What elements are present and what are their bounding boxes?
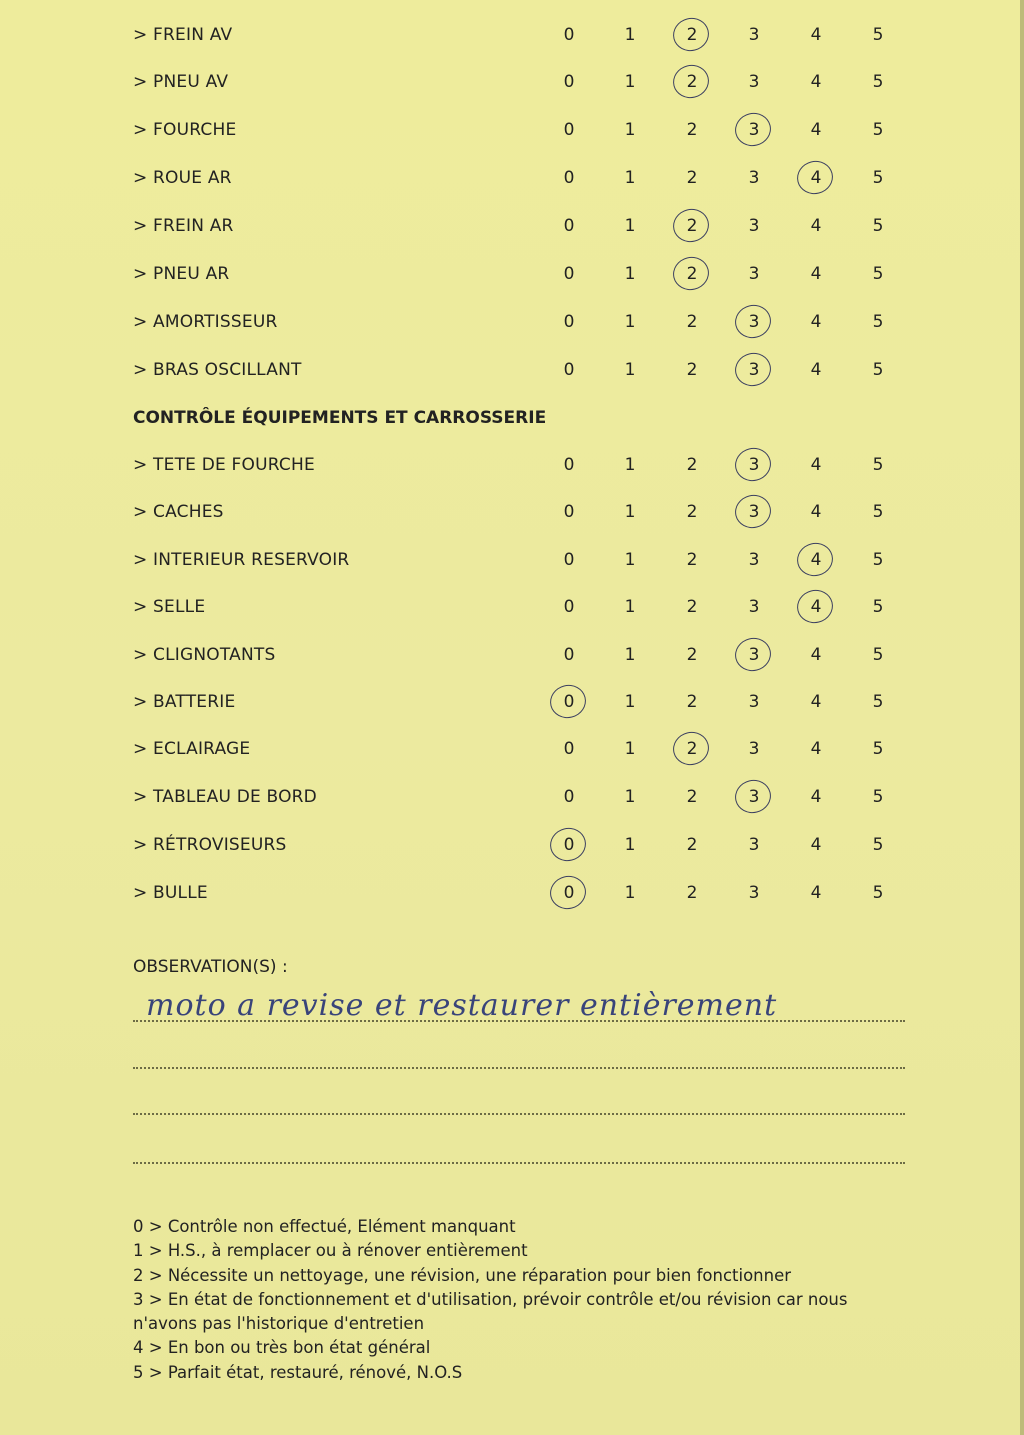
score-option[interactable]: 2 [686, 883, 698, 903]
score-option-selected[interactable]: 3 [739, 307, 769, 337]
score-option[interactable]: 4 [810, 739, 822, 759]
score-option[interactable]: 0 [563, 360, 575, 380]
observations-label: OBSERVATION(S) : [133, 957, 288, 977]
score-option[interactable]: 2 [686, 168, 698, 188]
score-option[interactable]: 1 [624, 360, 636, 380]
score-option[interactable]: 5 [872, 360, 884, 380]
observation-line-3[interactable] [133, 1113, 905, 1115]
checklist-row-label: > SELLE [133, 597, 206, 617]
section-title-equipment: CONTRÔLE ÉQUIPEMENTS ET CARROSSERIE [133, 408, 547, 428]
score-option[interactable]: 5 [872, 264, 884, 284]
score-option[interactable]: 1 [624, 787, 636, 807]
score-option[interactable]: 3 [748, 550, 760, 570]
checklist-row [0, 782, 1024, 812]
checklist-row [0, 497, 1024, 527]
checklist-row [0, 878, 1024, 908]
checklist-row-label: > FREIN AV [133, 25, 233, 45]
score-option[interactable]: 1 [624, 312, 636, 332]
checklist-row [0, 163, 1024, 193]
checklist-row [0, 355, 1024, 385]
score-option[interactable]: 2 [686, 787, 698, 807]
score-option[interactable]: 3 [748, 692, 760, 712]
checklist-row-label: > ROUE AR [133, 168, 232, 188]
score-option[interactable]: 0 [563, 739, 575, 759]
score-option[interactable]: 0 [563, 264, 575, 284]
checklist-row [0, 640, 1024, 670]
legend-item: 0 > Contrôle non effectué, Elément manquant [133, 1217, 516, 1236]
score-option[interactable]: 1 [624, 168, 636, 188]
score-option[interactable]: 1 [624, 25, 636, 45]
score-option[interactable]: 1 [624, 455, 636, 475]
checklist-row-label: > PNEU AV [133, 72, 229, 92]
score-option[interactable]: 1 [624, 120, 636, 140]
checklist-row-label: > BATTERIE [133, 692, 236, 712]
score-option[interactable]: 1 [624, 883, 636, 903]
checklist-row [0, 734, 1024, 764]
score-option[interactable]: 0 [563, 216, 575, 236]
score-option[interactable]: 1 [624, 692, 636, 712]
score-option[interactable]: 5 [872, 168, 884, 188]
score-option[interactable]: 2 [686, 645, 698, 665]
score-option[interactable]: 5 [872, 692, 884, 712]
score-option[interactable]: 4 [810, 312, 822, 332]
score-option[interactable]: 3 [748, 216, 760, 236]
score-option-selected[interactable]: 3 [739, 497, 769, 527]
legend-item: 5 > Parfait état, restauré, rénové, N.O.S [133, 1362, 463, 1382]
score-option[interactable]: 1 [624, 216, 636, 236]
score-option[interactable]: 4 [810, 455, 822, 475]
checklist-row-label: > TABLEAU DE BORD [133, 787, 317, 807]
score-option[interactable]: 3 [748, 835, 760, 855]
score-option-selected[interactable]: 2 [677, 734, 707, 764]
score-option[interactable]: 4 [810, 502, 822, 522]
checklist-row-label: > CLIGNOTANTS [133, 645, 276, 665]
score-option[interactable]: 0 [563, 645, 575, 665]
score-option-selected[interactable]: 3 [739, 450, 769, 480]
score-option[interactable]: 4 [810, 883, 822, 903]
score-option-selected[interactable]: 0 [554, 830, 584, 860]
checklist-row-label: > TETE DE FOURCHE [133, 455, 315, 475]
score-option[interactable]: 1 [624, 264, 636, 284]
score-option-selected[interactable]: 0 [554, 878, 584, 908]
checklist-row-label: > AMORTISSEUR [133, 312, 278, 332]
observation-line-1[interactable] [133, 1020, 905, 1022]
score-option[interactable]: 5 [872, 883, 884, 903]
checklist-row-label: > ECLAIRAGE [133, 739, 251, 759]
checklist-row-label: > CACHES [133, 502, 224, 522]
checklist-row-label: > BULLE [133, 883, 208, 903]
score-option[interactable]: 5 [872, 120, 884, 140]
score-option[interactable]: 5 [872, 597, 884, 617]
score-option-selected[interactable]: 4 [801, 163, 831, 193]
score-option-selected[interactable]: 2 [677, 211, 707, 241]
checklist-row [0, 307, 1024, 337]
score-option-selected[interactable]: 4 [801, 592, 831, 622]
score-option[interactable]: 0 [563, 502, 575, 522]
legend-item: 4 > En bon ou très bon état général [133, 1338, 431, 1358]
checklist-row [0, 687, 1024, 717]
score-option[interactable]: 0 [563, 72, 575, 92]
checklist-row [0, 211, 1024, 241]
score-option[interactable]: 5 [872, 550, 884, 570]
score-option[interactable]: 1 [624, 597, 636, 617]
score-option[interactable]: 3 [748, 739, 760, 759]
checklist-row-label: > PNEU AR [133, 264, 230, 284]
legend-item: 3 > En état de fonctionnement et d'utilisation, prévoir contrôle et/ou révision car nous n'avons pas l'historique d'entretien [133, 1289, 848, 1334]
score-option[interactable]: 2 [686, 120, 698, 140]
score-option[interactable]: 5 [872, 787, 884, 807]
score-option[interactable]: 2 [686, 550, 698, 570]
score-option[interactable]: 4 [810, 835, 822, 855]
score-option[interactable]: 5 [872, 739, 884, 759]
score-option[interactable]: 3 [748, 883, 760, 903]
score-option[interactable]: 0 [563, 550, 575, 570]
checklist-row [0, 67, 1024, 97]
score-option[interactable]: 5 [872, 502, 884, 522]
score-option[interactable]: 4 [810, 216, 822, 236]
score-option[interactable]: 3 [748, 264, 760, 284]
score-option[interactable]: 2 [686, 312, 698, 332]
score-option[interactable]: 4 [810, 120, 822, 140]
score-option-selected[interactable]: 2 [677, 259, 707, 289]
score-option[interactable]: 2 [686, 597, 698, 617]
score-option-selected[interactable]: 3 [739, 640, 769, 670]
score-option[interactable]: 1 [624, 645, 636, 665]
score-option[interactable]: 5 [872, 216, 884, 236]
score-option[interactable]: 2 [686, 455, 698, 475]
score-option[interactable]: 2 [686, 692, 698, 712]
score-option[interactable]: 5 [872, 312, 884, 332]
rating-legend [133, 1215, 913, 1385]
score-option[interactable]: 1 [624, 502, 636, 522]
score-option[interactable]: 0 [563, 455, 575, 475]
observations-handwritten-text[interactable]: moto a revise et restaurer entièrement [146, 988, 778, 1023]
legend-item: 1 > H.S., à remplacer ou à rénover entièrement [133, 1241, 528, 1261]
score-option[interactable]: 2 [686, 360, 698, 380]
score-option[interactable]: 5 [872, 72, 884, 92]
score-option-selected[interactable]: 2 [677, 67, 707, 97]
score-option[interactable]: 4 [810, 360, 822, 380]
checklist-row [0, 115, 1024, 145]
score-option[interactable]: 0 [563, 25, 575, 45]
checklist-row [0, 592, 1024, 622]
checklist-row [0, 20, 1024, 50]
checklist-row [0, 545, 1024, 575]
score-option[interactable]: 0 [563, 597, 575, 617]
score-option[interactable]: 0 [563, 787, 575, 807]
score-option[interactable]: 1 [624, 550, 636, 570]
checklist-row [0, 259, 1024, 289]
score-option[interactable]: 4 [810, 692, 822, 712]
score-option[interactable]: 4 [810, 645, 822, 665]
score-option[interactable]: 1 [624, 739, 636, 759]
checklist-row [0, 830, 1024, 860]
score-option[interactable]: 2 [686, 835, 698, 855]
legend-item: 2 > Nécessite un nettoyage, une révision, une réparation pour bien fonctionner [133, 1265, 792, 1285]
score-option-selected[interactable]: 4 [801, 545, 831, 575]
score-option[interactable]: 5 [872, 835, 884, 855]
score-option[interactable]: 4 [810, 264, 822, 284]
score-option[interactable]: 3 [748, 25, 760, 45]
score-option[interactable]: 0 [563, 120, 575, 140]
score-option-selected[interactable]: 3 [739, 355, 769, 385]
checklist-row [0, 450, 1024, 480]
checklist-row-label: > INTERIEUR RESERVOIR [133, 550, 350, 570]
score-option-selected[interactable]: 2 [677, 20, 707, 50]
score-option[interactable]: 1 [624, 72, 636, 92]
score-option[interactable]: 4 [810, 25, 822, 45]
observation-line-2[interactable] [133, 1067, 905, 1069]
score-option-selected[interactable]: 0 [554, 687, 584, 717]
score-option[interactable]: 3 [748, 168, 760, 188]
checklist-row-label: > BRAS OSCILLANT [133, 360, 302, 380]
score-option[interactable]: 2 [686, 502, 698, 522]
checklist-row-label: > RÉTROVISEURS [133, 835, 287, 855]
observation-line-4[interactable] [133, 1162, 905, 1164]
score-option[interactable]: 4 [810, 72, 822, 92]
score-option[interactable]: 5 [872, 455, 884, 475]
checklist-row-label: > FOURCHE [133, 120, 237, 140]
checklist-row-label: > FREIN AR [133, 216, 234, 236]
score-option-selected[interactable]: 3 [739, 115, 769, 145]
score-option[interactable]: 3 [748, 597, 760, 617]
score-option[interactable]: 4 [810, 787, 822, 807]
score-option[interactable]: 1 [624, 835, 636, 855]
score-option[interactable]: 3 [748, 72, 760, 92]
score-option[interactable]: 5 [872, 645, 884, 665]
score-option[interactable]: 5 [872, 25, 884, 45]
score-option-selected[interactable]: 3 [739, 782, 769, 812]
score-option[interactable]: 0 [563, 168, 575, 188]
score-option[interactable]: 0 [563, 312, 575, 332]
